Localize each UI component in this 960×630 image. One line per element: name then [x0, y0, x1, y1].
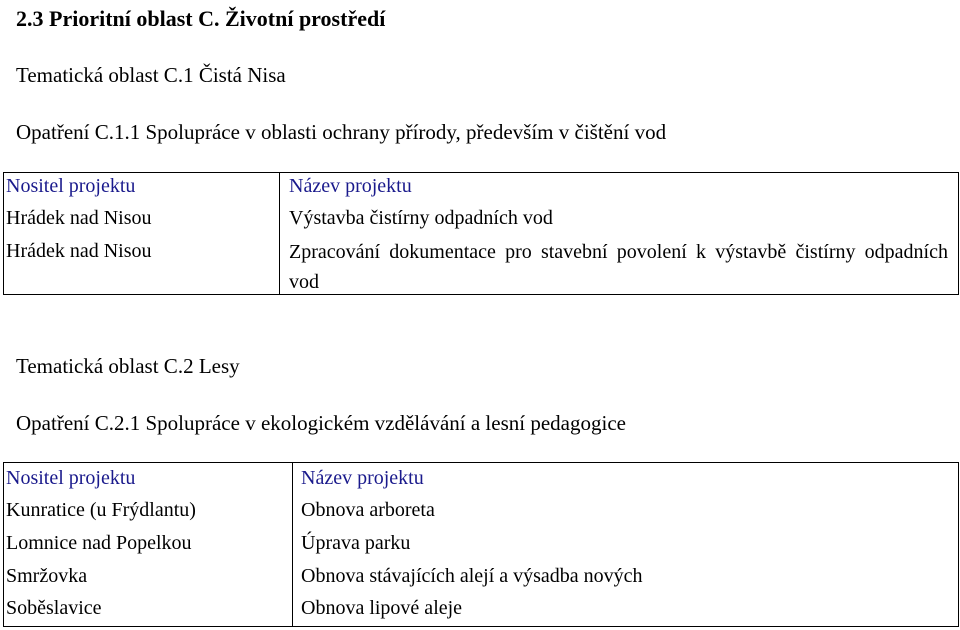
project-cell: Obnova lipové aleje — [301, 597, 463, 619]
project-cell: Úprava parku — [301, 532, 411, 554]
thematic-area-c2-title: Tematická oblast C.2 Lesy — [16, 354, 240, 378]
holder-cell: Soběslavice — [6, 597, 102, 619]
project-cell: Obnova stávajících alejí a výsadba nových — [301, 565, 643, 587]
holder-cell: Hrádek nad Nisou — [6, 207, 152, 229]
projects-table-c11 — [3, 172, 959, 295]
holder-cell: Kunratice (u Frýdlantu) — [6, 499, 196, 521]
projects-table-c21 — [3, 462, 959, 627]
measure-c21-title: Opatření C.2.1 Spolupráce v ekologickém vzdělávání a lesní pedagogice — [16, 411, 626, 435]
project-cell: Obnova arboreta — [301, 499, 435, 521]
measure-c11-title: Opatření C.1.1 Spolupráce v oblasti ochrany přírody, především v čištění vod — [16, 120, 667, 144]
holder-cell: Lomnice nad Popelkou — [6, 532, 192, 554]
holder-column-header: Nositel projektu — [6, 467, 136, 489]
project-column-header: Název projektu — [289, 175, 412, 197]
column-divider — [279, 173, 280, 294]
project-column-header: Název projektu — [301, 467, 424, 489]
holder-column-header: Nositel projektu — [6, 175, 136, 197]
project-cell: Výstavba čistírny odpadních vod — [289, 207, 553, 229]
thematic-area-c1-title: Tematická oblast C.1 Čistá Nisa — [16, 63, 286, 87]
column-divider — [292, 463, 293, 626]
section-heading: 2.3 Prioritní oblast C. Životní prostředí — [16, 6, 386, 31]
holder-cell: Smržovka — [6, 565, 88, 587]
holder-cell: Hrádek nad Nisou — [6, 240, 152, 262]
project-cell: Zpracování dokumentace pro stavební povolení k výstavbě čistírny odpadních vod — [289, 241, 948, 293]
